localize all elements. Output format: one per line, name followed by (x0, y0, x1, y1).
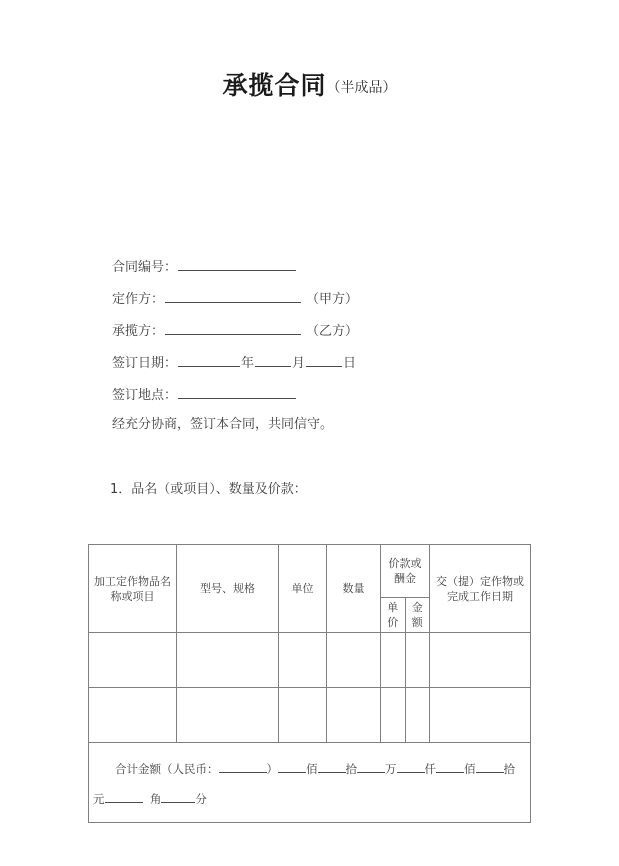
cell-amount[interactable] (405, 688, 430, 743)
header-cell-name: 加工定作物品名称或项目 (89, 545, 177, 633)
total-shi-input[interactable] (318, 760, 346, 773)
contract-number-input[interactable] (178, 257, 296, 271)
total-bai2-input[interactable] (436, 760, 464, 773)
total-unit-yuan: 元 (93, 792, 105, 806)
field-contractor-label: 承揽方： (112, 324, 165, 339)
total-bai-input[interactable] (278, 760, 306, 773)
table-header-row-top (89, 545, 531, 598)
total-amount-line-two (93, 784, 526, 814)
table-row (89, 688, 531, 743)
cell-model[interactable] (177, 688, 279, 743)
cell-name[interactable] (89, 688, 177, 743)
header-cell-unit: 单位 (279, 545, 327, 633)
cell-delivery-date[interactable] (430, 688, 531, 743)
header-cell-quantity: 数量 (327, 545, 381, 633)
field-client-label: 定作方： (112, 292, 165, 307)
cell-amount[interactable] (405, 633, 430, 688)
goods-table (88, 544, 531, 823)
header-cell-amount: 金额 (405, 598, 430, 633)
client-name-input[interactable] (165, 289, 301, 303)
header-cell-model: 型号、规格 (177, 545, 279, 633)
sign-date-day-unit: 日 (343, 356, 357, 371)
sign-place-input[interactable] (178, 385, 296, 399)
total-unit-bai2: 佰 (464, 762, 476, 776)
field-sign-place (112, 380, 542, 412)
sign-date-month-input[interactable] (255, 353, 291, 367)
cell-model[interactable] (177, 633, 279, 688)
total-unit-qian: 仟 (424, 762, 436, 776)
table-total-row (89, 743, 531, 823)
total-close-paren: ） (266, 762, 278, 776)
contract-header-fields (112, 252, 542, 412)
sign-date-year-input[interactable] (178, 353, 240, 367)
header-cell-unit-price: 单价 (381, 598, 406, 633)
total-unit-wan: 万 (385, 762, 397, 776)
field-contractor (112, 316, 542, 348)
field-sign-date-label: 签订日期： (112, 356, 178, 371)
cell-unit[interactable] (279, 633, 327, 688)
total-unit-jiao: 角 (149, 792, 162, 806)
sign-date-day-input[interactable] (306, 353, 342, 367)
cell-unit[interactable] (279, 688, 327, 743)
total-qian-input[interactable] (397, 760, 425, 773)
field-client-suffix: （甲方） (306, 292, 359, 307)
total-amount-line-one (93, 754, 526, 784)
total-rmb-input[interactable] (219, 760, 267, 773)
total-unit-bai: 佰 (306, 762, 318, 776)
cell-delivery-date[interactable] (430, 633, 531, 688)
title-main-text: 承揽合同 (222, 71, 327, 100)
total-yuan-input[interactable] (105, 790, 143, 803)
sign-date-month-unit: 月 (292, 356, 306, 371)
cell-quantity[interactable] (327, 688, 381, 743)
page-title (0, 66, 619, 102)
section-heading-goods: 1．品名（或项目）、数量及价款： (110, 482, 307, 497)
total-unit-shi2: 拾 (503, 762, 515, 776)
field-contract-number-label: 合同编号： (112, 260, 178, 275)
title-sub-text: （半成品） (326, 80, 397, 96)
total-prefix-label: 合计金额（人民币： (115, 762, 219, 776)
field-sign-date (112, 348, 542, 380)
header-cell-delivery-date: 交（提）定作物或完成工作日期 (430, 545, 531, 633)
cell-unit-price[interactable] (381, 688, 406, 743)
total-amount-cell (89, 743, 531, 823)
agreement-statement: 经充分协商，签订本合同，共同信守。 (112, 417, 334, 432)
cell-quantity[interactable] (327, 633, 381, 688)
cell-name[interactable] (89, 633, 177, 688)
field-sign-place-label: 签订地点： (112, 388, 178, 403)
total-shi2-input[interactable] (476, 760, 504, 773)
total-unit-fen: 分 (195, 792, 207, 806)
cell-unit-price[interactable] (381, 633, 406, 688)
total-unit-shi: 拾 (345, 762, 357, 776)
table-row (89, 633, 531, 688)
sign-date-year-unit: 年 (241, 356, 255, 371)
field-client (112, 284, 542, 316)
contractor-name-input[interactable] (165, 321, 301, 335)
total-wan-input[interactable] (357, 760, 385, 773)
field-contractor-suffix: （乙方） (306, 324, 359, 339)
header-cell-price-group: 价款或酬金 (381, 545, 430, 598)
field-contract-number (112, 252, 542, 284)
total-jiao-input[interactable] (161, 790, 195, 803)
